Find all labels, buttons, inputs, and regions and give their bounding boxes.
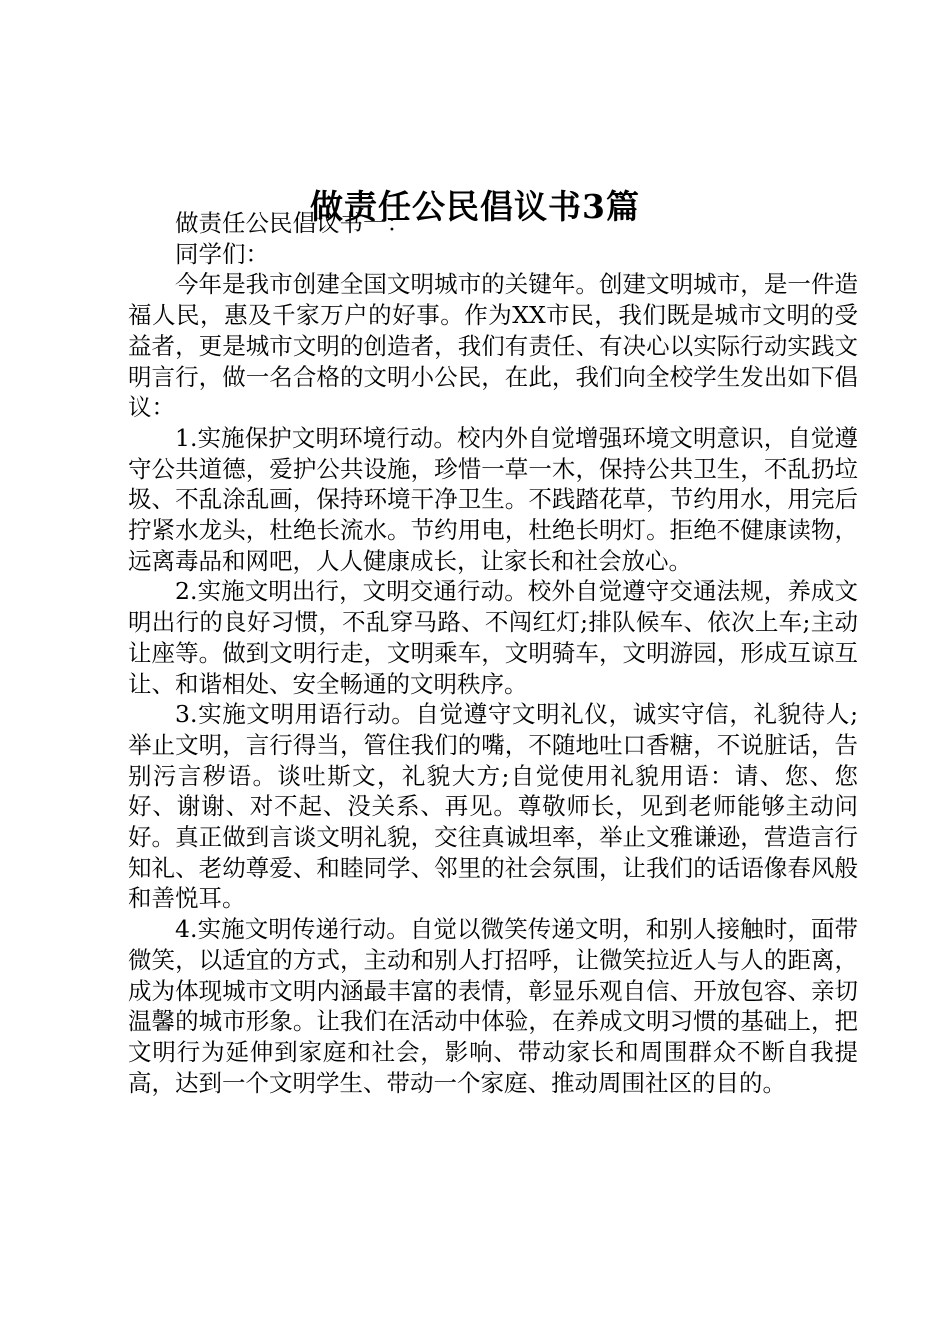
document-body xyxy=(128,208,858,1098)
proposal-item-1: 1.实施保护文明环境行动。校内外自觉增强环境文明意识，自觉遵守公共道德，爱护公共设施，珍惜一草一木，保持公共卫生，不乱扔垃圾、不乱涂乱画，保持环境干净卫生。不践踏花草，节约用水，用完后拧紧水龙头，杜绝长流水。节约用电，杜绝长明灯。拒绝不健康读物，远离毒品和网吧，人人健康成长，让家长和社会放心。 xyxy=(128,423,858,575)
proposal-item-3: 3.实施文明用语行动。自觉遵守文明礼仪，诚实守信，礼貌待人;举止文明，言行得当，管住我们的嘴，不随地吐口香糖，不说脏话，告别污言秽语。谈吐斯文，礼貌大方;自觉使用礼貌用语：请、您、您好、谢谢、对不起、没关系、再见。尊敬师长，见到老师能够主动问好。真正做到言谈文明礼貌，交往真诚坦率，举止文雅谦逊，营造言行知礼、老幼尊爱、和睦同学、邻里的社会氛围，让我们的话语像春风般和善悦耳。 xyxy=(128,700,858,913)
intro-paragraph: 今年是我市创建全国文明城市的关键年。创建文明城市，是一件造福人民，惠及千家万户的好事。作为XX市民，我们既是城市文明的受益者，更是城市文明的创造者，我们有责任、有决心以实际行动实践文明言行，做一名合格的文明小公民，在此，我们向全校学生发出如下倡议： xyxy=(128,270,858,422)
proposal-item-2: 2.实施文明出行，文明交通行动。校外自觉遵守交通法规，养成文明出行的良好习惯，不乱穿马路、不闯红灯;排队候车、依次上车;主动让座等。做到文明行走，文明乘车，文明骑车，文明游园，形成互谅互让、和谐相处、安全畅通的文明秩序。 xyxy=(128,577,858,698)
section-heading: 做责任公民倡议书一： xyxy=(175,209,410,237)
document-title: 做责任公民倡议书3篇 xyxy=(310,187,640,226)
salutation: 同学们： xyxy=(175,239,269,268)
proposal-item-4: 4.实施文明传递行动。自觉以微笑传递文明，和别人接触时，面带微笑，以适宜的方式，主动和别人打招呼，让微笑拉近人与人的距离，成为体现城市文明内涵最丰富的表情，彰显乐观自信、开放包容、亲切温馨的城市形象。让我们在活动中体验，在养成文明习惯的基础上，把文明行为延伸到家庭和社会，影响、带动家长和周围群众不断自我提高，达到一个文明学生、带动一个家庭、推动周围社区的目的。 xyxy=(128,915,858,1097)
